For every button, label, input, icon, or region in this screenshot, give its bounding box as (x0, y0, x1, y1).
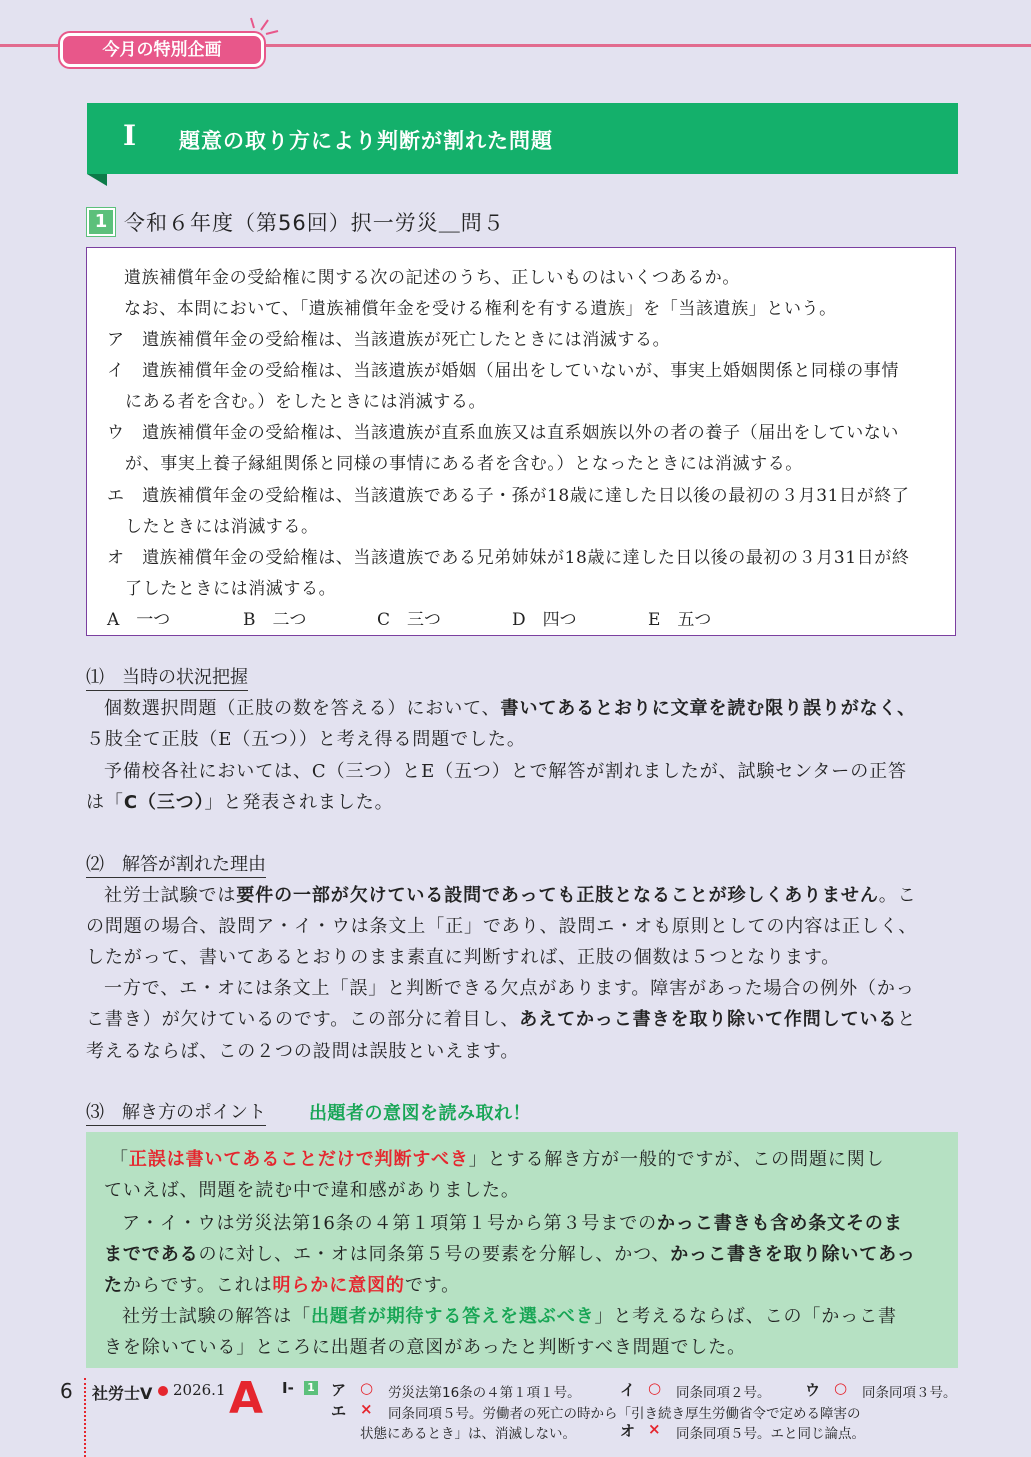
part1-heading: ⑴ 当時の状況把握 (86, 663, 248, 691)
part3-tagline: 出題者の意図を読み取れ！ (309, 1103, 531, 1124)
question-title: 令和６年度（第56回）択一労災＿問５ (124, 211, 505, 235)
page-number: 6 (60, 1379, 73, 1403)
answer-key-a: ア (331, 1381, 347, 1399)
choice-b: B 二つ (243, 610, 307, 630)
footer-divider (84, 1378, 86, 1457)
point-line: たからです。これは明らかに意図的です。 (104, 1275, 461, 1296)
point-line: ていえば、問題を読む中で違和感がありました。 (104, 1180, 520, 1201)
part2-line: 一方で、エ・オには条文上「誤」と判断できる欠点があります。障害があった場合の例外（かっ (104, 978, 915, 999)
part1-line: ５肢全て正肢（E（五つ））と考え得る問題でした。 (86, 729, 526, 750)
part2-line: したがって、書いてあるとおりのまま素直に判断すれば、正肢の個数は５つとなります。 (86, 947, 841, 968)
dot-icon (158, 1386, 168, 1396)
wrong-icon: × (648, 1420, 661, 1438)
question-line: が、事実上養子縁組関係と同様の事情にある者を含む。）となったときには消滅する。 (125, 454, 803, 474)
answer-text-e: 同条同項５号。労働者の死亡の時から「引き続き厚生労働省令で定める障害の (388, 1406, 861, 1422)
choice-d: D 四つ (512, 610, 577, 630)
point-line: ア・イ・ウは労災法第16条の４第１項第１号から第３号までのかっこ書きも含め条文そのま (122, 1213, 903, 1234)
question-number: 1 (87, 208, 115, 236)
answer-key-i: イ (620, 1381, 636, 1399)
answer-text-e-cont: 状態にあるとき」は、消滅しない。 (360, 1426, 576, 1442)
correct-icon: ○ (360, 1379, 374, 1397)
question-line: オ 遺族補償年金の受給権は、当該遺族である兄弟姉妹が18歳に達した日以後の最初の３月31日が終 (107, 548, 910, 568)
part2-line: の問題の場合、設問ア・イ・ウは条文上「正」であり、設問エ・オも原則としての内容は正しく、 (86, 916, 918, 937)
answer-key-e: エ (331, 1402, 347, 1420)
part1-line: は「C（三つ）」と発表されました。 (86, 792, 394, 813)
answer-ref-prefix: Ⅰ- (282, 1379, 294, 1397)
question-line: ウ 遺族補償年金の受給権は、当該遺族が直系血族又は直系姻族以外の者の養子（届出をしていない (107, 423, 899, 443)
section-number: Ⅰ (123, 119, 137, 152)
question-line: 遺族補償年金の受給権に関する次の記述のうち、正しいものはいくつあるか。 (124, 268, 740, 288)
choice-a: A 一つ (107, 610, 171, 630)
answer-mark: A (229, 1373, 264, 1424)
correct-icon: ○ (648, 1379, 662, 1397)
question-line: にある者を含む。）をしたときには消滅する。 (125, 392, 487, 412)
question-line: イ 遺族補償年金の受給権は、当該遺族が婚姻（届出をしていないが、事実上婚姻関係と同様の事情 (107, 361, 899, 381)
part3-heading: ⑶ 解き方のポイント (86, 1098, 266, 1126)
answer-key-o: オ (620, 1422, 636, 1440)
point-line: までであるのに対し、エ・オは同条第５号の要素を分解し、かつ、かっこ書きを取り除いてあっ (104, 1244, 916, 1265)
answer-text-a: 労災法第16条の４第１項１号。 (388, 1385, 581, 1401)
part2-line: こ書き）が欠けているのです。この部分に着目し、あえてかっこ書きを取り除いて作問していると (86, 1009, 917, 1030)
wrong-icon: × (360, 1400, 373, 1418)
answer-text-o: 同条同項５号。エと同じ論点。 (676, 1426, 865, 1442)
part1-line: 予備校各社においては、C（三つ）とE（五つ）とで解答が割れましたが、試験センターの正答 (104, 761, 907, 782)
magazine-logo: 社労士V (92, 1384, 153, 1403)
answer-key-u: ウ (805, 1381, 821, 1399)
question-line: エ 遺族補償年金の受給権は、当該遺族である子・孫が18歳に達した日以後の最初の３月31日が終了 (107, 486, 910, 506)
part2-heading: ⑵ 解答が割れた理由 (86, 850, 266, 878)
issue-date: 2026.1 (173, 1381, 226, 1399)
choice-c: C 三つ (377, 610, 442, 630)
point-line: きを除いている」ところに出題者の意図があったと判断すべき問題でした。 (104, 1337, 747, 1358)
point-line: 社労士試験の解答は「出題者が期待する答えを選ぶべき」と考えるならば、この「かっこ書 (122, 1306, 897, 1327)
choice-e: E 五つ (648, 610, 712, 630)
correct-icon: ○ (834, 1379, 848, 1397)
question-box (86, 247, 956, 636)
point-line: 「正誤は書いてあることだけで判断すべき」とする解き方が一般的ですが、この問題に関し (110, 1149, 885, 1170)
section-header (87, 103, 958, 174)
question-line: なお、本問において、「遺族補償年金を受ける権利を有する遺族」を「当該遺族」という。 (124, 299, 837, 319)
part2-line: 考えるならば、この２つの設問は誤肢といえます。 (86, 1041, 520, 1062)
section-title: 題意の取り方により判断が割れた問題 (179, 129, 553, 153)
answer-text-i: 同条同項２号。 (676, 1385, 771, 1401)
question-line: 了したときには消滅する。 (125, 579, 337, 599)
question-line: したときには消滅する。 (125, 517, 319, 537)
feature-banner: 今月の特別企画 (60, 33, 264, 67)
part2-line: 社労士試験では要件の一部が欠けている設問であっても正肢となることが珍しくありません。こ (104, 885, 917, 906)
section-fold (87, 174, 107, 186)
question-line: ア 遺族補償年金の受給権は、当該遺族が死亡したときには消滅する。 (107, 330, 671, 350)
answer-text-u: 同条同項３号。 (862, 1385, 957, 1401)
answer-ref-number: 1 (304, 1381, 318, 1395)
part1-line: 個数選択問題（正肢の数を答える）において、書いてあるとおりに文章を読む限り誤りがなく、 (104, 698, 916, 719)
